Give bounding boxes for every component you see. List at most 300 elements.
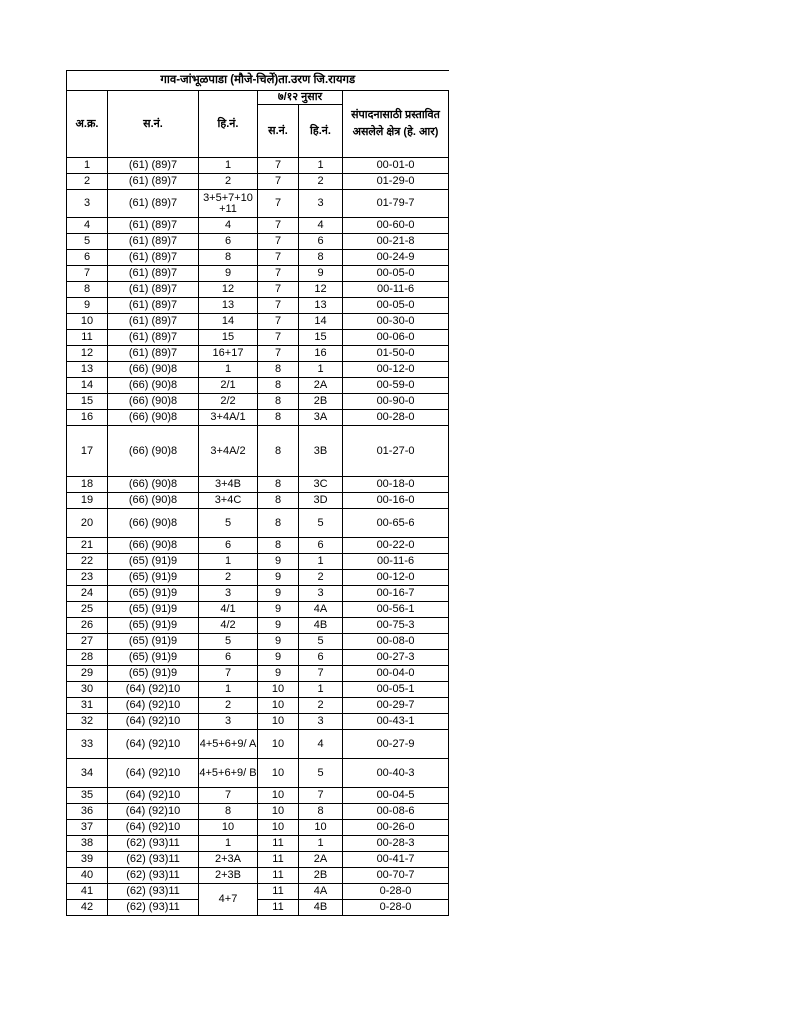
table-row <box>67 804 449 820</box>
cell-area: 00-40-3 <box>343 759 449 788</box>
table-row <box>67 330 449 346</box>
table-row <box>67 602 449 618</box>
cell-712-hissa-no: 3B <box>299 426 343 477</box>
table-row <box>67 666 449 682</box>
table-row <box>67 362 449 378</box>
cell-hissa-no: 3 <box>199 586 258 602</box>
cell-hissa-no: 1 <box>199 682 258 698</box>
cell-serial: 12 <box>67 346 108 362</box>
cell-survey-no: (65) (91)9 <box>108 634 199 650</box>
table-row <box>67 900 449 916</box>
cell-712-hissa-no: 2A <box>299 378 343 394</box>
table-row <box>67 174 449 190</box>
cell-712-survey-no: 11 <box>258 852 299 868</box>
cell-712-survey-no: 8 <box>258 493 299 509</box>
cell-survey-no: (61) (89)7 <box>108 298 199 314</box>
cell-712-survey-no: 10 <box>258 788 299 804</box>
table-row <box>67 570 449 586</box>
cell-survey-no: (61) (89)7 <box>108 346 199 362</box>
cell-area: 00-21-8 <box>343 234 449 250</box>
cell-712-survey-no: 10 <box>258 759 299 788</box>
table-row <box>67 698 449 714</box>
cell-712-hissa-no: 12 <box>299 282 343 298</box>
cell-hissa-no: 12 <box>199 282 258 298</box>
header-712-group: ७/१२ नुसार <box>258 91 343 105</box>
cell-serial: 25 <box>67 602 108 618</box>
cell-712-survey-no: 10 <box>258 820 299 836</box>
cell-712-survey-no: 7 <box>258 298 299 314</box>
cell-serial: 40 <box>67 868 108 884</box>
cell-712-survey-no: 8 <box>258 378 299 394</box>
cell-area: 01-79-7 <box>343 190 449 218</box>
cell-serial: 35 <box>67 788 108 804</box>
cell-survey-no: (61) (89)7 <box>108 250 199 266</box>
cell-hissa-no: 10 <box>199 820 258 836</box>
cell-serial: 39 <box>67 852 108 868</box>
cell-survey-no: (61) (89)7 <box>108 218 199 234</box>
cell-area: 01-27-0 <box>343 426 449 477</box>
cell-serial: 8 <box>67 282 108 298</box>
cell-hissa-no: 2+3B <box>199 868 258 884</box>
cell-survey-no: (62) (93)11 <box>108 868 199 884</box>
cell-area: 00-60-0 <box>343 218 449 234</box>
cell-area: 00-43-1 <box>343 714 449 730</box>
table-row <box>67 266 449 282</box>
cell-area: 00-24-9 <box>343 250 449 266</box>
cell-area: 00-75-3 <box>343 618 449 634</box>
cell-hissa-no: 13 <box>199 298 258 314</box>
cell-hissa-no: 3+4C <box>199 493 258 509</box>
cell-712-hissa-no: 13 <box>299 298 343 314</box>
cell-712-hissa-no: 3 <box>299 586 343 602</box>
cell-serial: 7 <box>67 266 108 282</box>
cell-serial: 10 <box>67 314 108 330</box>
table-row <box>67 298 449 314</box>
cell-serial: 23 <box>67 570 108 586</box>
header-serial: अ.क्र. <box>67 91 108 158</box>
table-row <box>67 410 449 426</box>
cell-hissa-no: 1 <box>199 836 258 852</box>
cell-712-hissa-no: 6 <box>299 538 343 554</box>
table-row <box>67 788 449 804</box>
cell-712-hissa-no: 5 <box>299 759 343 788</box>
cell-712-survey-no: 9 <box>258 666 299 682</box>
cell-serial: 42 <box>67 900 108 916</box>
cell-serial: 27 <box>67 634 108 650</box>
cell-712-survey-no: 10 <box>258 682 299 698</box>
cell-survey-no: (66) (90)8 <box>108 426 199 477</box>
cell-712-hissa-no: 8 <box>299 250 343 266</box>
cell-712-hissa-no: 4A <box>299 602 343 618</box>
cell-712-hissa-no: 3C <box>299 477 343 493</box>
cell-survey-no: (65) (91)9 <box>108 570 199 586</box>
cell-area: 00-12-0 <box>343 362 449 378</box>
cell-712-hissa-no: 9 <box>299 266 343 282</box>
cell-area: 00-05-0 <box>343 266 449 282</box>
cell-serial: 32 <box>67 714 108 730</box>
cell-712-hissa-no: 3A <box>299 410 343 426</box>
cell-area: 00-05-1 <box>343 682 449 698</box>
cell-712-hissa-no: 3 <box>299 190 343 218</box>
table-row <box>67 190 449 218</box>
cell-serial: 24 <box>67 586 108 602</box>
table-row <box>67 346 449 362</box>
cell-712-survey-no: 7 <box>258 266 299 282</box>
cell-survey-no: (61) (89)7 <box>108 190 199 218</box>
table-row <box>67 509 449 538</box>
cell-serial: 31 <box>67 698 108 714</box>
cell-serial: 16 <box>67 410 108 426</box>
cell-712-survey-no: 9 <box>258 618 299 634</box>
land-acquisition-table <box>66 70 449 916</box>
cell-area: 00-28-3 <box>343 836 449 852</box>
table-row <box>67 477 449 493</box>
cell-area: 00-01-0 <box>343 158 449 174</box>
cell-serial: 6 <box>67 250 108 266</box>
cell-survey-no: (64) (92)10 <box>108 788 199 804</box>
cell-survey-no: (64) (92)10 <box>108 730 199 759</box>
cell-survey-no: (61) (89)7 <box>108 174 199 190</box>
header-712-survey-no: स.नं. <box>258 105 299 158</box>
cell-712-hissa-no: 6 <box>299 650 343 666</box>
table-row <box>67 586 449 602</box>
cell-712-survey-no: 8 <box>258 477 299 493</box>
cell-hissa-no: 6 <box>199 650 258 666</box>
cell-712-hissa-no: 1 <box>299 836 343 852</box>
cell-hissa-no: 15 <box>199 330 258 346</box>
cell-hissa-no: 3 <box>199 714 258 730</box>
cell-survey-no: (66) (90)8 <box>108 509 199 538</box>
cell-712-survey-no: 7 <box>258 218 299 234</box>
table-row <box>67 634 449 650</box>
cell-area: 00-18-0 <box>343 477 449 493</box>
table-row <box>67 730 449 759</box>
cell-712-survey-no: 8 <box>258 410 299 426</box>
cell-712-survey-no: 7 <box>258 314 299 330</box>
cell-area: 00-29-7 <box>343 698 449 714</box>
cell-712-hissa-no: 5 <box>299 634 343 650</box>
cell-area: 00-08-6 <box>343 804 449 820</box>
cell-survey-no: (66) (90)8 <box>108 394 199 410</box>
cell-712-survey-no: 8 <box>258 394 299 410</box>
cell-area: 00-90-0 <box>343 394 449 410</box>
cell-serial: 37 <box>67 820 108 836</box>
cell-712-survey-no: 11 <box>258 884 299 900</box>
header-hissa-no: हि.नं. <box>199 91 258 158</box>
cell-712-hissa-no: 4A <box>299 884 343 900</box>
cell-area: 00-11-6 <box>343 554 449 570</box>
cell-712-hissa-no: 15 <box>299 330 343 346</box>
cell-area: 00-56-1 <box>343 602 449 618</box>
cell-hissa-no: 4/2 <box>199 618 258 634</box>
cell-survey-no: (66) (90)8 <box>108 378 199 394</box>
cell-hissa-no: 1 <box>199 158 258 174</box>
cell-serial: 34 <box>67 759 108 788</box>
cell-area: 00-16-7 <box>343 586 449 602</box>
cell-area: 00-26-0 <box>343 820 449 836</box>
table-row <box>67 234 449 250</box>
cell-hissa-no: 14 <box>199 314 258 330</box>
cell-712-hissa-no: 4 <box>299 730 343 759</box>
cell-712-hissa-no: 1 <box>299 158 343 174</box>
cell-712-hissa-no: 6 <box>299 234 343 250</box>
cell-survey-no: (65) (91)9 <box>108 554 199 570</box>
cell-712-hissa-no: 2 <box>299 174 343 190</box>
cell-survey-no: (66) (90)8 <box>108 477 199 493</box>
cell-712-hissa-no: 4 <box>299 218 343 234</box>
cell-survey-no: (61) (89)7 <box>108 266 199 282</box>
cell-712-survey-no: 8 <box>258 426 299 477</box>
cell-area: 00-04-5 <box>343 788 449 804</box>
cell-712-survey-no: 9 <box>258 586 299 602</box>
cell-area: 00-05-0 <box>343 298 449 314</box>
cell-area: 00-28-0 <box>343 410 449 426</box>
cell-serial: 3 <box>67 190 108 218</box>
cell-survey-no: (62) (93)11 <box>108 852 199 868</box>
cell-712-hissa-no: 1 <box>299 554 343 570</box>
cell-hissa-no: 16+17 <box>199 346 258 362</box>
cell-survey-no: (65) (91)9 <box>108 650 199 666</box>
cell-712-hissa-no: 2 <box>299 698 343 714</box>
table-row <box>67 852 449 868</box>
cell-hissa-no: 2/1 <box>199 378 258 394</box>
header-712-hissa-no: हि.नं. <box>299 105 343 158</box>
cell-serial: 17 <box>67 426 108 477</box>
cell-712-survey-no: 7 <box>258 158 299 174</box>
cell-712-survey-no: 11 <box>258 900 299 916</box>
cell-hissa-no: 4+5+6+9/ B <box>199 759 258 788</box>
cell-712-survey-no: 7 <box>258 282 299 298</box>
header-proposed-area: संपादनासाठी प्रस्तावित असलेले क्षेत्र (हे. आर) <box>343 91 449 158</box>
cell-area: 00-59-0 <box>343 378 449 394</box>
cell-712-survey-no: 7 <box>258 330 299 346</box>
table-row <box>67 554 449 570</box>
header-survey-no: स.नं. <box>108 91 199 158</box>
cell-survey-no: (64) (92)10 <box>108 698 199 714</box>
table-row <box>67 836 449 852</box>
cell-hissa-no: 4/1 <box>199 602 258 618</box>
cell-712-survey-no: 10 <box>258 698 299 714</box>
cell-712-hissa-no: 4B <box>299 900 343 916</box>
cell-survey-no: (61) (89)7 <box>108 282 199 298</box>
cell-survey-no: (61) (89)7 <box>108 314 199 330</box>
table-row <box>67 394 449 410</box>
cell-survey-no: (64) (92)10 <box>108 804 199 820</box>
cell-area: 01-50-0 <box>343 346 449 362</box>
cell-712-hissa-no: 16 <box>299 346 343 362</box>
cell-712-survey-no: 7 <box>258 250 299 266</box>
cell-serial: 5 <box>67 234 108 250</box>
cell-712-hissa-no: 3 <box>299 714 343 730</box>
cell-712-survey-no: 11 <box>258 836 299 852</box>
table-row <box>67 314 449 330</box>
cell-712-survey-no: 10 <box>258 730 299 759</box>
cell-survey-no: (64) (92)10 <box>108 682 199 698</box>
cell-712-survey-no: 8 <box>258 509 299 538</box>
cell-serial: 38 <box>67 836 108 852</box>
cell-survey-no: (66) (90)8 <box>108 410 199 426</box>
cell-712-hissa-no: 1 <box>299 362 343 378</box>
cell-hissa-no: 9 <box>199 266 258 282</box>
cell-712-hissa-no: 2 <box>299 570 343 586</box>
cell-712-survey-no: 7 <box>258 190 299 218</box>
cell-hissa-no: 2 <box>199 698 258 714</box>
cell-survey-no: (61) (89)7 <box>108 158 199 174</box>
cell-serial: 1 <box>67 158 108 174</box>
table-row <box>67 158 449 174</box>
cell-712-hissa-no: 7 <box>299 788 343 804</box>
cell-serial: 2 <box>67 174 108 190</box>
cell-area: 00-65-6 <box>343 509 449 538</box>
cell-serial: 33 <box>67 730 108 759</box>
cell-hissa-no: 3+4A/2 <box>199 426 258 477</box>
cell-712-hissa-no: 5 <box>299 509 343 538</box>
cell-hissa-no: 5 <box>199 634 258 650</box>
cell-712-survey-no: 9 <box>258 554 299 570</box>
cell-area: 0-28-0 <box>343 900 449 916</box>
cell-area: 00-41-7 <box>343 852 449 868</box>
cell-area: 00-27-9 <box>343 730 449 759</box>
cell-712-hissa-no: 7 <box>299 666 343 682</box>
cell-survey-no: (65) (91)9 <box>108 618 199 634</box>
cell-serial: 36 <box>67 804 108 820</box>
cell-serial: 13 <box>67 362 108 378</box>
cell-survey-no: (65) (91)9 <box>108 586 199 602</box>
table-row <box>67 378 449 394</box>
cell-serial: 11 <box>67 330 108 346</box>
cell-hissa-no: 4 <box>199 218 258 234</box>
cell-712-survey-no: 8 <box>258 538 299 554</box>
cell-712-hissa-no: 14 <box>299 314 343 330</box>
cell-area: 00-08-0 <box>343 634 449 650</box>
cell-area: 0-28-0 <box>343 884 449 900</box>
cell-712-hissa-no: 8 <box>299 804 343 820</box>
cell-serial: 41 <box>67 884 108 900</box>
cell-712-survey-no: 7 <box>258 346 299 362</box>
cell-hissa-no: 1 <box>199 554 258 570</box>
cell-survey-no: (66) (90)8 <box>108 493 199 509</box>
cell-712-hissa-no: 1 <box>299 682 343 698</box>
cell-area: 00-30-0 <box>343 314 449 330</box>
cell-survey-no: (61) (89)7 <box>108 234 199 250</box>
cell-712-survey-no: 9 <box>258 650 299 666</box>
cell-serial: 14 <box>67 378 108 394</box>
cell-712-survey-no: 9 <box>258 634 299 650</box>
cell-survey-no: (66) (90)8 <box>108 362 199 378</box>
cell-712-survey-no: 9 <box>258 602 299 618</box>
cell-hissa-no: 7 <box>199 788 258 804</box>
cell-hissa-no: 4+7 <box>199 884 258 916</box>
cell-712-hissa-no: 2B <box>299 868 343 884</box>
cell-712-hissa-no: 3D <box>299 493 343 509</box>
cell-survey-no: (62) (93)11 <box>108 900 199 916</box>
cell-area: 01-29-0 <box>343 174 449 190</box>
cell-serial: 20 <box>67 509 108 538</box>
cell-hissa-no: 6 <box>199 234 258 250</box>
table-row <box>67 618 449 634</box>
cell-hissa-no: 8 <box>199 804 258 820</box>
table-row <box>67 868 449 884</box>
cell-hissa-no: 5 <box>199 509 258 538</box>
cell-survey-no: (62) (93)11 <box>108 884 199 900</box>
cell-survey-no: (65) (91)9 <box>108 666 199 682</box>
cell-712-survey-no: 8 <box>258 362 299 378</box>
cell-hissa-no: 3+4A/1 <box>199 410 258 426</box>
cell-712-survey-no: 11 <box>258 868 299 884</box>
cell-serial: 26 <box>67 618 108 634</box>
cell-area: 00-22-0 <box>343 538 449 554</box>
cell-area: 00-70-7 <box>343 868 449 884</box>
table-row <box>67 493 449 509</box>
table-row <box>67 759 449 788</box>
cell-serial: 18 <box>67 477 108 493</box>
table-row <box>67 538 449 554</box>
cell-712-hissa-no: 2B <box>299 394 343 410</box>
table-row <box>67 714 449 730</box>
cell-serial: 9 <box>67 298 108 314</box>
cell-area: 00-11-6 <box>343 282 449 298</box>
cell-survey-no: (66) (90)8 <box>108 538 199 554</box>
cell-hissa-no: 6 <box>199 538 258 554</box>
cell-survey-no: (64) (92)10 <box>108 820 199 836</box>
cell-712-survey-no: 9 <box>258 570 299 586</box>
cell-survey-no: (62) (93)11 <box>108 836 199 852</box>
table-row <box>67 426 449 477</box>
cell-survey-no: (64) (92)10 <box>108 714 199 730</box>
cell-712-hissa-no: 10 <box>299 820 343 836</box>
table-row <box>67 218 449 234</box>
cell-serial: 4 <box>67 218 108 234</box>
table-body <box>67 158 449 916</box>
table-row <box>67 820 449 836</box>
cell-serial: 19 <box>67 493 108 509</box>
cell-hissa-no: 3+4B <box>199 477 258 493</box>
cell-area: 00-16-0 <box>343 493 449 509</box>
cell-hissa-no: 2 <box>199 174 258 190</box>
cell-survey-no: (65) (91)9 <box>108 602 199 618</box>
cell-serial: 15 <box>67 394 108 410</box>
village-title: गाव-जांभूळपाडा (मौजे-चिर्ले)ता.उरण जि.रायगड <box>67 71 449 91</box>
cell-hissa-no: 2+3A <box>199 852 258 868</box>
cell-712-hissa-no: 2A <box>299 852 343 868</box>
cell-712-survey-no: 10 <box>258 714 299 730</box>
cell-hissa-no: 2 <box>199 570 258 586</box>
cell-area: 00-12-0 <box>343 570 449 586</box>
cell-survey-no: (61) (89)7 <box>108 330 199 346</box>
cell-712-survey-no: 7 <box>258 234 299 250</box>
table-row <box>67 250 449 266</box>
cell-serial: 28 <box>67 650 108 666</box>
table-row <box>67 682 449 698</box>
cell-hissa-no: 1 <box>199 362 258 378</box>
cell-survey-no: (64) (92)10 <box>108 759 199 788</box>
cell-hissa-no: 2/2 <box>199 394 258 410</box>
cell-area: 00-06-0 <box>343 330 449 346</box>
cell-hissa-no: 3+5+7+10 +11 <box>199 190 258 218</box>
cell-712-survey-no: 10 <box>258 804 299 820</box>
table-row <box>67 282 449 298</box>
cell-serial: 22 <box>67 554 108 570</box>
cell-area: 00-27-3 <box>343 650 449 666</box>
table-row <box>67 884 449 900</box>
cell-serial: 21 <box>67 538 108 554</box>
cell-712-hissa-no: 4B <box>299 618 343 634</box>
cell-area: 00-04-0 <box>343 666 449 682</box>
cell-hissa-no: 8 <box>199 250 258 266</box>
cell-serial: 30 <box>67 682 108 698</box>
cell-serial: 29 <box>67 666 108 682</box>
table-row <box>67 650 449 666</box>
